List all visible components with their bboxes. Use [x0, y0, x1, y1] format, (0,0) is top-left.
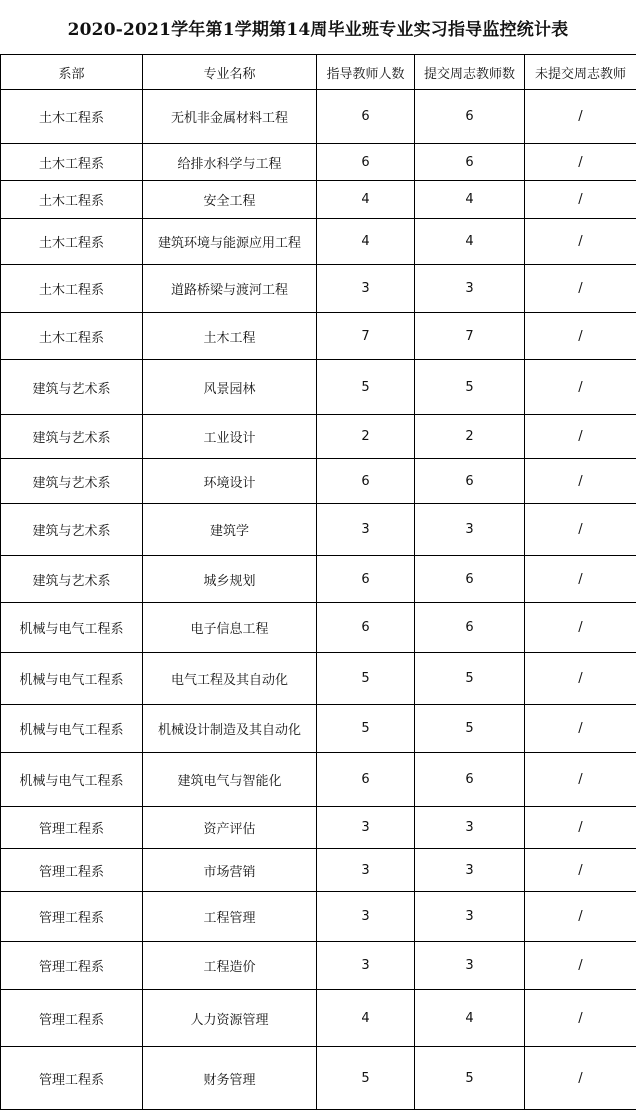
row-submitted-count-cell: 6: [415, 90, 525, 144]
row-guide-count-cell: 3: [317, 892, 415, 942]
table-row: [1, 1047, 636, 1110]
column-header-major: 专业名称: [143, 55, 317, 90]
row-major-cell: 安全工程: [143, 181, 317, 219]
table-row: [1, 504, 636, 556]
row-guide-count-cell: 3: [317, 504, 415, 556]
row-dept-cell: 建筑与艺术系: [1, 360, 143, 415]
row-dept-cell: 建筑与艺术系: [1, 556, 143, 603]
row-missing-cell: /: [525, 653, 636, 705]
row-submitted-count-cell: 5: [415, 1047, 525, 1110]
table-row: [1, 753, 636, 807]
table-row: [1, 360, 636, 415]
row-major-cell: 工业设计: [143, 415, 317, 459]
table-row: [1, 603, 636, 653]
table-row: [1, 144, 636, 181]
row-submitted-count-cell: 4: [415, 990, 525, 1047]
row-dept-cell: 土木工程系: [1, 313, 143, 360]
row-guide-count-cell: 5: [317, 360, 415, 415]
table-row: [1, 90, 636, 144]
row-major-cell: 建筑环境与能源应用工程: [143, 219, 317, 265]
row-missing-cell: /: [525, 181, 636, 219]
row-guide-count-cell: 6: [317, 753, 415, 807]
row-major-cell: 土木工程: [143, 313, 317, 360]
row-guide-count-cell: 3: [317, 265, 415, 313]
statistics-table: [0, 54, 636, 1110]
row-major-cell: 城乡规划: [143, 556, 317, 603]
row-major-cell: 机械设计制造及其自动化: [143, 705, 317, 753]
row-major-cell: 财务管理: [143, 1047, 317, 1110]
table-row: [1, 313, 636, 360]
table-row: [1, 942, 636, 990]
row-submitted-count-cell: 6: [415, 144, 525, 181]
row-missing-cell: /: [525, 219, 636, 265]
row-submitted-count-cell: 5: [415, 705, 525, 753]
row-missing-cell: /: [525, 313, 636, 360]
row-guide-count-cell: 5: [317, 1047, 415, 1110]
row-dept-cell: 管理工程系: [1, 807, 143, 849]
row-major-cell: 资产评估: [143, 807, 317, 849]
column-header-missing: 未提交周志教师: [525, 55, 636, 90]
table-row: [1, 459, 636, 504]
row-submitted-count-cell: 3: [415, 942, 525, 990]
table-row: [1, 849, 636, 892]
table-row: [1, 415, 636, 459]
row-major-cell: 风景园林: [143, 360, 317, 415]
row-major-cell: 建筑学: [143, 504, 317, 556]
row-guide-count-cell: 2: [317, 415, 415, 459]
row-missing-cell: /: [525, 90, 636, 144]
row-submitted-count-cell: 3: [415, 892, 525, 942]
column-header-submitted-count: 提交周志教师数: [415, 55, 525, 90]
column-header-guide-count: 指导教师人数: [317, 55, 415, 90]
row-major-cell: 道路桥梁与渡河工程: [143, 265, 317, 313]
row-submitted-count-cell: 7: [415, 313, 525, 360]
row-missing-cell: /: [525, 849, 636, 892]
row-guide-count-cell: 3: [317, 849, 415, 892]
row-submitted-count-cell: 6: [415, 603, 525, 653]
row-major-cell: 电子信息工程: [143, 603, 317, 653]
row-missing-cell: /: [525, 360, 636, 415]
row-major-cell: 环境设计: [143, 459, 317, 504]
row-guide-count-cell: 6: [317, 144, 415, 181]
row-submitted-count-cell: 6: [415, 556, 525, 603]
row-dept-cell: 机械与电气工程系: [1, 653, 143, 705]
row-dept-cell: 土木工程系: [1, 181, 143, 219]
row-dept-cell: 机械与电气工程系: [1, 603, 143, 653]
row-missing-cell: /: [525, 892, 636, 942]
row-submitted-count-cell: 3: [415, 504, 525, 556]
row-missing-cell: /: [525, 415, 636, 459]
row-missing-cell: /: [525, 942, 636, 990]
row-guide-count-cell: 7: [317, 313, 415, 360]
row-guide-count-cell: 5: [317, 653, 415, 705]
row-submitted-count-cell: 4: [415, 181, 525, 219]
row-submitted-count-cell: 5: [415, 360, 525, 415]
table-row: [1, 219, 636, 265]
row-missing-cell: /: [525, 990, 636, 1047]
row-guide-count-cell: 3: [317, 807, 415, 849]
row-dept-cell: 管理工程系: [1, 942, 143, 990]
row-major-cell: 建筑电气与智能化: [143, 753, 317, 807]
table-title: 2020-2021学年第1学期第14周毕业班专业实习指导监控统计表: [0, 0, 636, 54]
row-missing-cell: /: [525, 705, 636, 753]
row-guide-count-cell: 4: [317, 181, 415, 219]
table-row: [1, 556, 636, 603]
row-submitted-count-cell: 3: [415, 265, 525, 313]
row-submitted-count-cell: 2: [415, 415, 525, 459]
row-submitted-count-cell: 6: [415, 753, 525, 807]
row-major-cell: 人力资源管理: [143, 990, 317, 1047]
row-missing-cell: /: [525, 144, 636, 181]
row-major-cell: 电气工程及其自动化: [143, 653, 317, 705]
row-dept-cell: 管理工程系: [1, 1047, 143, 1110]
table-row: [1, 265, 636, 313]
row-major-cell: 工程造价: [143, 942, 317, 990]
row-guide-count-cell: 5: [317, 705, 415, 753]
row-dept-cell: 土木工程系: [1, 144, 143, 181]
row-dept-cell: 土木工程系: [1, 219, 143, 265]
row-missing-cell: /: [525, 603, 636, 653]
row-guide-count-cell: 4: [317, 990, 415, 1047]
row-guide-count-cell: 6: [317, 556, 415, 603]
table-row: [1, 807, 636, 849]
row-guide-count-cell: 6: [317, 603, 415, 653]
row-dept-cell: 管理工程系: [1, 990, 143, 1047]
row-submitted-count-cell: 3: [415, 807, 525, 849]
row-dept-cell: 土木工程系: [1, 265, 143, 313]
row-guide-count-cell: 6: [317, 459, 415, 504]
row-major-cell: 工程管理: [143, 892, 317, 942]
table-row: [1, 892, 636, 942]
row-dept-cell: 机械与电气工程系: [1, 753, 143, 807]
row-dept-cell: 建筑与艺术系: [1, 415, 143, 459]
row-submitted-count-cell: 6: [415, 459, 525, 504]
row-missing-cell: /: [525, 459, 636, 504]
row-submitted-count-cell: 3: [415, 849, 525, 892]
row-missing-cell: /: [525, 504, 636, 556]
table-row: [1, 705, 636, 753]
row-dept-cell: 机械与电气工程系: [1, 705, 143, 753]
row-submitted-count-cell: 5: [415, 653, 525, 705]
row-dept-cell: 建筑与艺术系: [1, 459, 143, 504]
row-missing-cell: /: [525, 753, 636, 807]
row-missing-cell: /: [525, 265, 636, 313]
row-missing-cell: /: [525, 807, 636, 849]
row-major-cell: 给排水科学与工程: [143, 144, 317, 181]
row-major-cell: 无机非金属材料工程: [143, 90, 317, 144]
row-missing-cell: /: [525, 556, 636, 603]
table-row: [1, 653, 636, 705]
row-missing-cell: /: [525, 1047, 636, 1110]
table-row: [1, 181, 636, 219]
row-guide-count-cell: 3: [317, 942, 415, 990]
table-header-row: [1, 55, 636, 90]
row-dept-cell: 管理工程系: [1, 849, 143, 892]
row-guide-count-cell: 4: [317, 219, 415, 265]
row-submitted-count-cell: 4: [415, 219, 525, 265]
table-body: [1, 90, 636, 1110]
row-dept-cell: 土木工程系: [1, 90, 143, 144]
row-dept-cell: 建筑与艺术系: [1, 504, 143, 556]
table-row: [1, 990, 636, 1047]
row-major-cell: 市场营销: [143, 849, 317, 892]
row-guide-count-cell: 6: [317, 90, 415, 144]
row-dept-cell: 管理工程系: [1, 892, 143, 942]
column-header-dept: 系部: [1, 55, 143, 90]
